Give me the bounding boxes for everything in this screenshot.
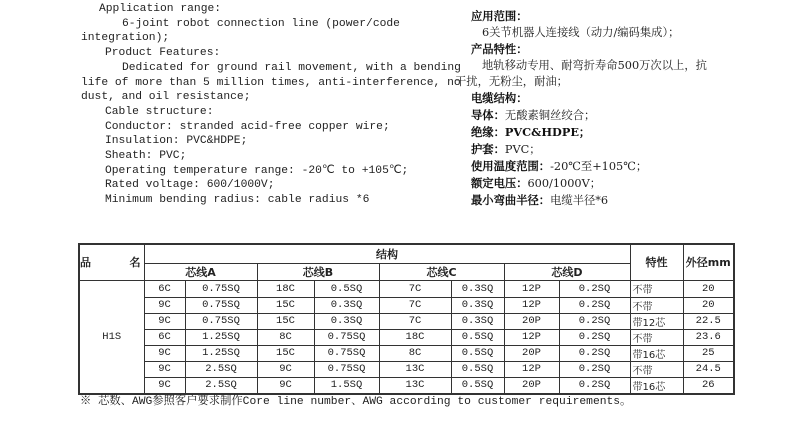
- application-range-text-cont: integration);: [81, 32, 170, 45]
- cable-structure-label: Cable structure:: [105, 105, 214, 118]
- core-d-count: 20P: [504, 313, 559, 329]
- core-d-size: 0.2SQ: [559, 313, 630, 329]
- header-core-a: 芯线A: [144, 263, 257, 280]
- core-a-size: 0.75SQ: [185, 280, 257, 297]
- outer-diameter-cell: 20: [683, 297, 734, 313]
- core-b-size: 0.75SQ: [314, 361, 379, 377]
- product-name-cell: H1S: [79, 280, 144, 394]
- product-features-text-cont: life of more than 5 million times, anti-interference, no: [81, 76, 461, 89]
- core-b-size: 0.5SQ: [314, 280, 379, 297]
- header-core-c: 芯线C: [379, 263, 504, 280]
- core-b-count: 9C: [257, 361, 314, 377]
- core-b-count: 8C: [257, 329, 314, 345]
- table-row: [79, 361, 734, 377]
- header-product-name: 品 名: [79, 244, 144, 280]
- header-structure: 结构: [144, 244, 630, 263]
- zh-insulation-label: 绝缘：: [471, 125, 505, 139]
- core-d-count: 20P: [504, 345, 559, 361]
- core-a-size: 1.25SQ: [185, 329, 257, 345]
- outer-diameter-cell: 24.5: [683, 361, 734, 377]
- header-feature: 特性: [630, 244, 683, 280]
- core-a-count: 9C: [144, 377, 185, 394]
- voltage-text: Rated voltage: 600/1000V;: [105, 179, 275, 192]
- outer-diameter-cell: 26: [683, 377, 734, 394]
- core-a-count: 9C: [144, 345, 185, 361]
- core-c-size: 0.3SQ: [451, 280, 504, 297]
- core-c-size: 0.5SQ: [451, 377, 504, 394]
- core-c-size: 0.3SQ: [451, 297, 504, 313]
- core-d-size: 0.2SQ: [559, 361, 630, 377]
- table-row: [79, 345, 734, 361]
- core-a-count: 6C: [144, 329, 185, 345]
- zh-cable-structure-label: 电缆结构：: [471, 91, 528, 105]
- core-c-count: 18C: [379, 329, 451, 345]
- core-b-size: 0.75SQ: [314, 345, 379, 361]
- spec-table: [78, 243, 735, 395]
- outer-diameter-cell: 22.5: [683, 313, 734, 329]
- zh-conductor-label: 导体：: [471, 108, 505, 122]
- zh-sheath-value: PVC；: [504, 143, 541, 156]
- zh-bending-label: 最小弯曲半径：: [471, 193, 551, 207]
- core-c-size: 0.5SQ: [451, 345, 504, 361]
- core-d-count: 20P: [504, 377, 559, 394]
- core-c-count: 7C: [379, 297, 451, 313]
- outer-diameter-cell: 25: [683, 345, 734, 361]
- feature-cell: 不带: [630, 280, 683, 297]
- application-range-text: 6-joint robot connection line (power/code: [122, 17, 400, 30]
- core-b-count: 18C: [257, 280, 314, 297]
- temperature-text: Operating temperature range: -20℃ to +105℃;: [105, 164, 409, 177]
- core-d-size: 0.2SQ: [559, 329, 630, 345]
- core-d-count: 12P: [504, 297, 559, 313]
- core-b-size: 0.3SQ: [314, 297, 379, 313]
- zh-temperature-label: 使用温度范围：: [471, 159, 551, 173]
- sheath-text: Sheath: PVC;: [105, 150, 187, 163]
- footnote: ※ 芯数、AWG参照客户要求制作Core line number、AWG according to customer requirements。: [80, 396, 632, 408]
- core-c-count: 8C: [379, 345, 451, 361]
- bending-radius-text: Minimum bending radius: cable radius *6: [105, 194, 370, 207]
- insulation-text: Insulation: PVC&HDPE;: [105, 135, 248, 148]
- core-d-size: 0.2SQ: [559, 345, 630, 361]
- core-b-size: 0.75SQ: [314, 329, 379, 345]
- core-d-size: 0.2SQ: [559, 297, 630, 313]
- zh-product-features-text: 地轨移动专用、耐弯折寿命500万次以上，抗: [482, 59, 707, 72]
- core-d-count: 12P: [504, 280, 559, 297]
- zh-bending-value: 电缆半径*6: [550, 194, 609, 207]
- product-features-label: Product Features:: [105, 47, 221, 60]
- core-a-size: 2.5SQ: [185, 377, 257, 394]
- conductor-text: Conductor: stranded acid-free copper wire;: [105, 120, 390, 133]
- zh-product-features-text-cont: 干扰，无粉尘，耐油；: [455, 75, 568, 88]
- header-core-b: 芯线B: [257, 263, 379, 280]
- zh-voltage-label: 额定电压：: [471, 176, 528, 190]
- header-outer-diameter: 外径mm: [683, 244, 734, 280]
- core-c-count: 7C: [379, 280, 451, 297]
- table-row: [79, 313, 734, 329]
- table-row: [79, 329, 734, 345]
- feature-cell: 带16芯: [630, 345, 683, 361]
- core-a-count: 9C: [144, 313, 185, 329]
- core-a-size: 1.25SQ: [185, 345, 257, 361]
- core-c-size: 0.5SQ: [451, 329, 504, 345]
- core-a-count: 9C: [144, 361, 185, 377]
- core-d-size: 0.2SQ: [559, 377, 630, 394]
- core-a-count: 6C: [144, 280, 185, 297]
- core-d-count: 12P: [504, 361, 559, 377]
- core-a-size: 0.75SQ: [185, 297, 257, 313]
- feature-cell: 带16芯: [630, 377, 683, 394]
- core-b-size: 0.3SQ: [314, 313, 379, 329]
- zh-insulation-value: PVC&HDPE；: [504, 125, 591, 139]
- outer-diameter-cell: 20: [683, 280, 734, 297]
- application-range-label: Application range:: [99, 3, 222, 15]
- core-c-count: 7C: [379, 313, 451, 329]
- feature-cell: 不带: [630, 297, 683, 313]
- zh-conductor-value: 无酸素铜丝绞合；: [504, 109, 596, 122]
- core-b-count: 15C: [257, 297, 314, 313]
- zh-application-range-text: 6关节机器人连接线（动力/编码集成）；: [482, 26, 680, 39]
- core-c-size: 0.3SQ: [451, 313, 504, 329]
- feature-cell: 不带: [630, 361, 683, 377]
- header-core-d: 芯线D: [504, 263, 630, 280]
- core-a-size: 2.5SQ: [185, 361, 257, 377]
- core-b-size: 1.5SQ: [314, 377, 379, 394]
- core-d-size: 0.2SQ: [559, 280, 630, 297]
- english-spec-text: [81, 2, 461, 208]
- zh-product-features-label: 产品特性：: [471, 42, 528, 56]
- core-a-count: 9C: [144, 297, 185, 313]
- zh-sheath-label: 护套：: [471, 142, 505, 156]
- core-b-count: 9C: [257, 377, 314, 394]
- zh-voltage-value: 600/1000V；: [527, 177, 602, 190]
- product-features-text-cont2: dust, and oil resistance;: [81, 91, 251, 104]
- feature-cell: 带12芯: [630, 313, 683, 329]
- core-d-count: 12P: [504, 329, 559, 345]
- zh-temperature-value: -20℃至+105℃；: [550, 160, 648, 173]
- core-c-count: 13C: [379, 377, 451, 394]
- zh-application-range-label: 应用范围：: [471, 9, 528, 23]
- core-b-count: 15C: [257, 313, 314, 329]
- core-c-count: 13C: [379, 361, 451, 377]
- feature-cell: 不带: [630, 329, 683, 345]
- product-features-text: Dedicated for ground rail movement, with a bending: [122, 61, 461, 74]
- core-b-count: 15C: [257, 345, 314, 361]
- core-c-size: 0.5SQ: [451, 361, 504, 377]
- table-row: [79, 297, 734, 313]
- chinese-spec-text: [455, 8, 785, 209]
- outer-diameter-cell: 23.6: [683, 329, 734, 345]
- table-row: [79, 280, 734, 297]
- core-a-size: 0.75SQ: [185, 313, 257, 329]
